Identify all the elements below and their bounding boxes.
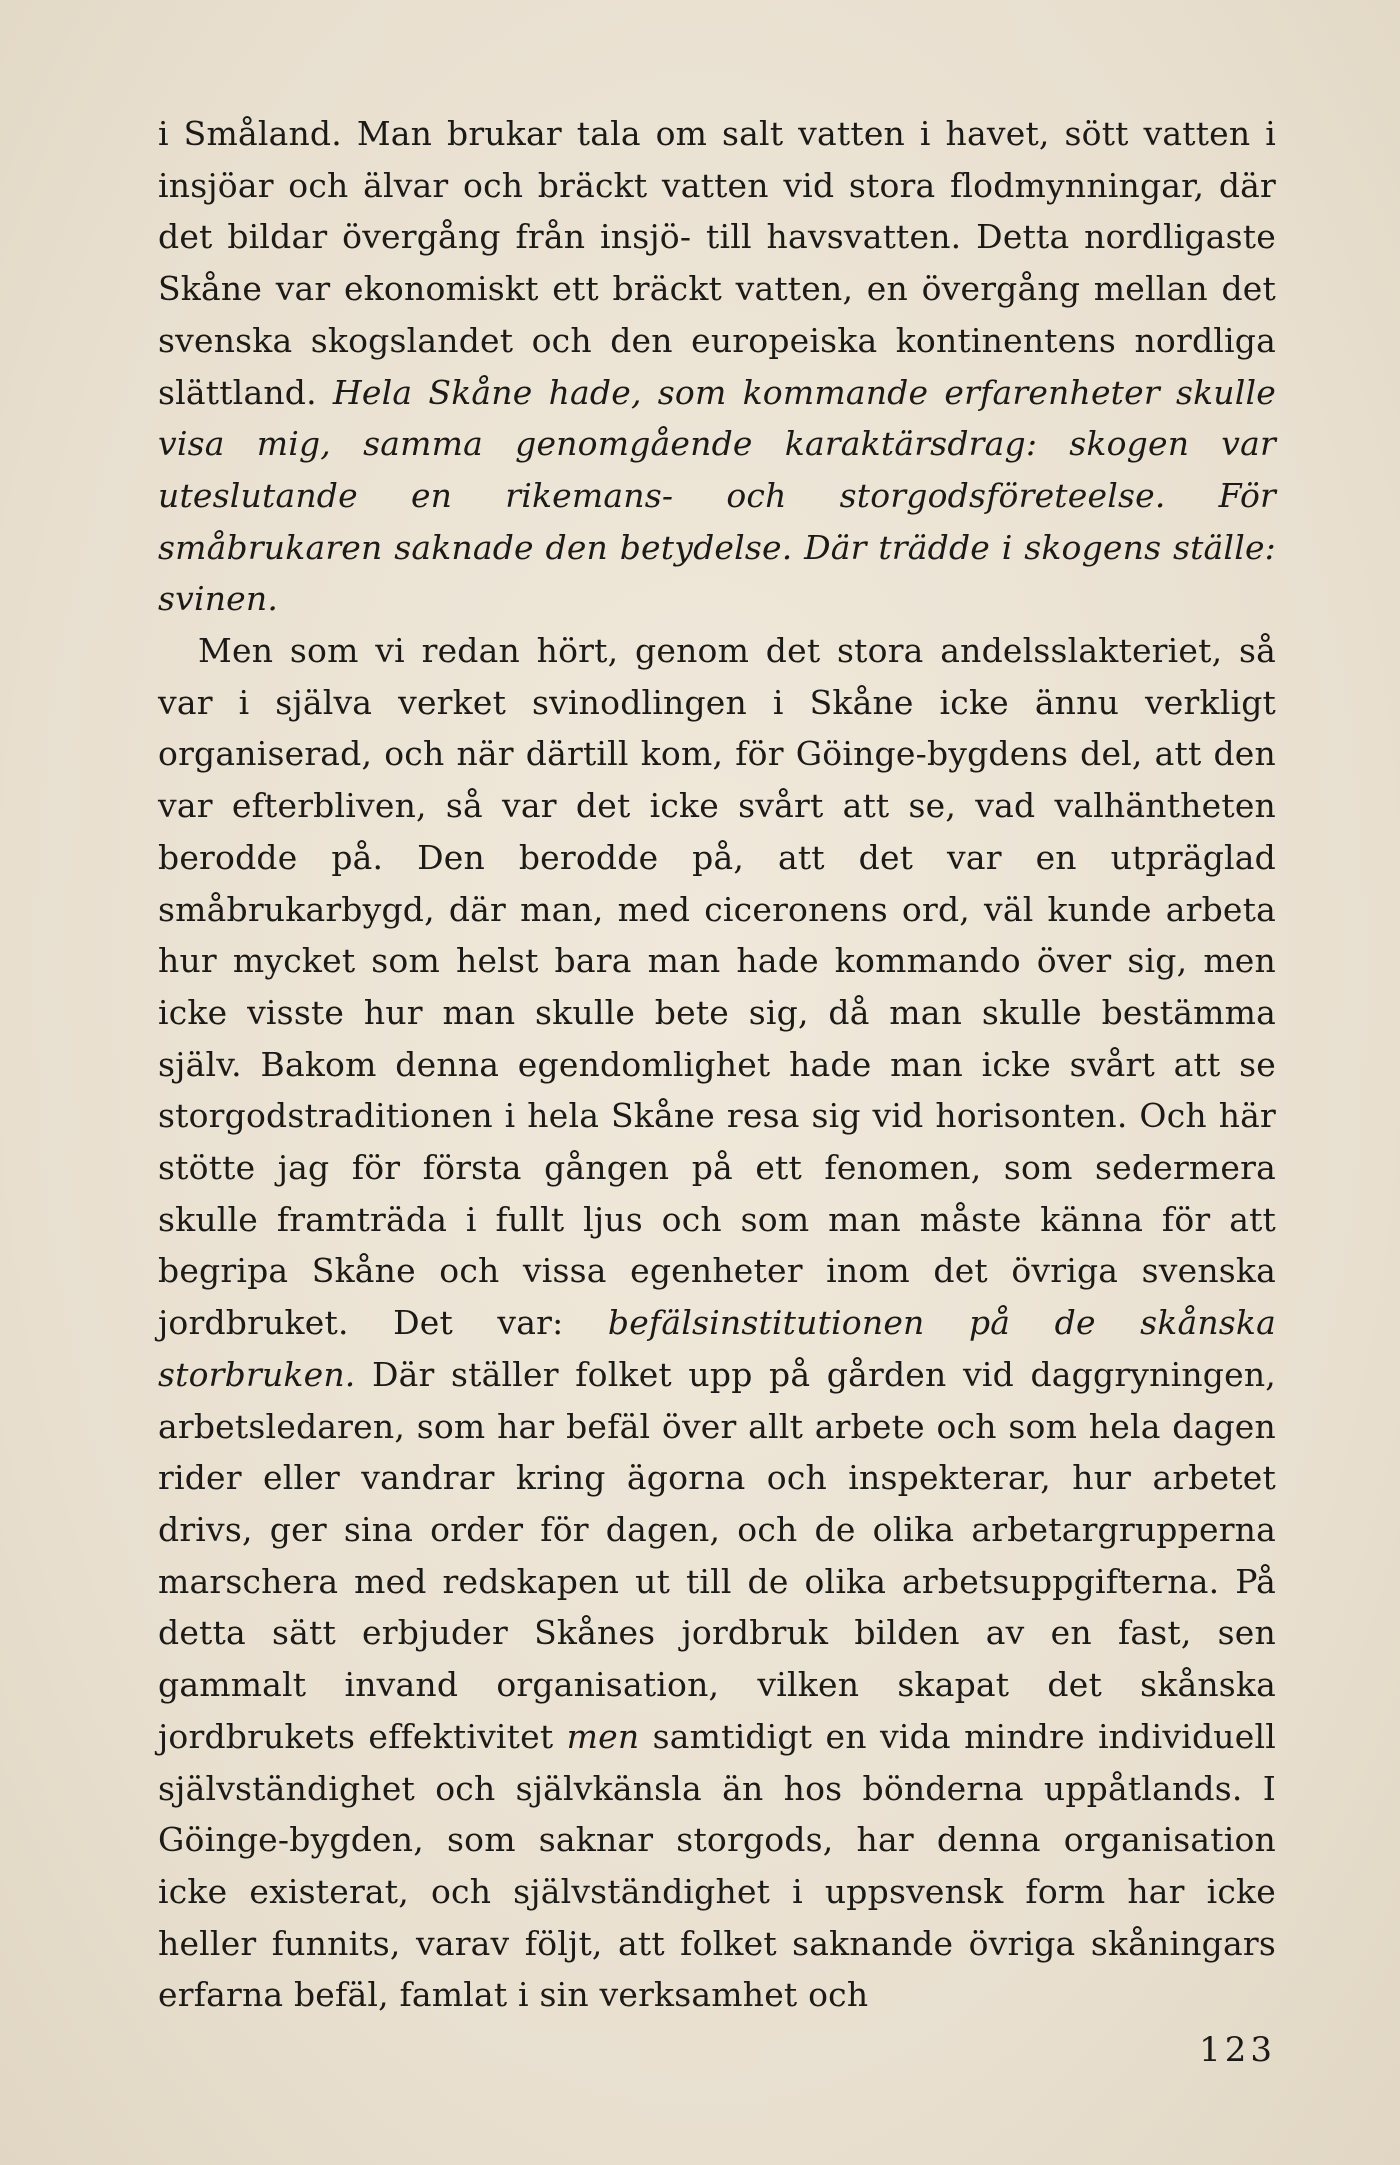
italic-text-run: men [566,1716,640,1756]
page-number: 123 [1199,2030,1276,2070]
text-run: Där ställer folket upp på gården vid daggryningen, arbetsledaren, som har befäl över allt arbete och som hela dagen rider eller vandrar kring ägorna och inspekterar, hur arbetet drivs, ger sina order för dagen, och de olika arbetargrupperna marschera med redskapen ut till de olika arbetsuppgifterna. På detta sätt erbjuder Skånes jordbruk bilden av en fast, sen gammalt invand organisation, vilken skapat det skånska jordbrukets effektivitet [158,1354,1276,1756]
paragraph-1 [158,108,1276,625]
italic-text-run: Hela Skåne hade, som kommande erfarenheter skulle visa mig, samma genomgående karaktärsdrag: skogen var uteslutande en rikemans- och storgodsföreteelse. För småbrukaren saknade den betydelse. Där trädde i skogens ställe: svinen. [158,372,1276,619]
italic-text-run: befälsinstitutionen på de skånska storbruken. [158,1303,1276,1394]
body-text [158,108,1276,2021]
text-run: samtidigt en vida mindre individuell självständighet och självkänsla än hos bönderna uppåtlands. I Göinge-bygden, som saknar storgods, har denna organisation icke existerat, och självständighet i uppsvensk form har icke heller funnits, varav följt, att folket saknande övriga skåningars erfarna befäl, famlat i sin verksamhet och [158,1716,1276,2015]
text-run: Men som vi redan hört, genom det stora andelsslakteriet, så var i själva verket svinodlingen i Skåne icke ännu verkligt organiserad, och när därtill kom, för Göinge-bygdens del, att den var efterbliven, så var det icke svårt att se, vad valhäntheten berodde på. Den berodde på, att det var en utpräglad småbrukarbygd, där man, med ciceronens ord, väl kunde arbeta hur mycket som helst bara man hade kommando över sig, men icke visste hur man skulle bete sig, då man skulle bestämma själv. Bakom denna egendomlighet hade man icke svårt att se storgodstraditionen i hela Skåne resa sig vid horisonten. Och här stötte jag för första gången på ett fenomen, som sedermera skulle framträda i fullt ljus och som man måste känna för att begripa Skåne och vissa egenheter inom det övriga svenska jordbruket. Det var: [158,631,1276,1343]
text-run: i Småland. Man brukar tala om salt vatten i havet, sött vatten i insjöar och älvar och bräckt vatten vid stora flodmynningar, där det bildar övergång från insjö- till havsvatten. Detta nordligaste Skåne var ekonomiskt ett bräckt vatten, en övergång mellan det svenska skogslandet och den europeiska kontinentens nordliga slättland. [158,114,1276,412]
paragraph-2 [158,625,1276,2021]
